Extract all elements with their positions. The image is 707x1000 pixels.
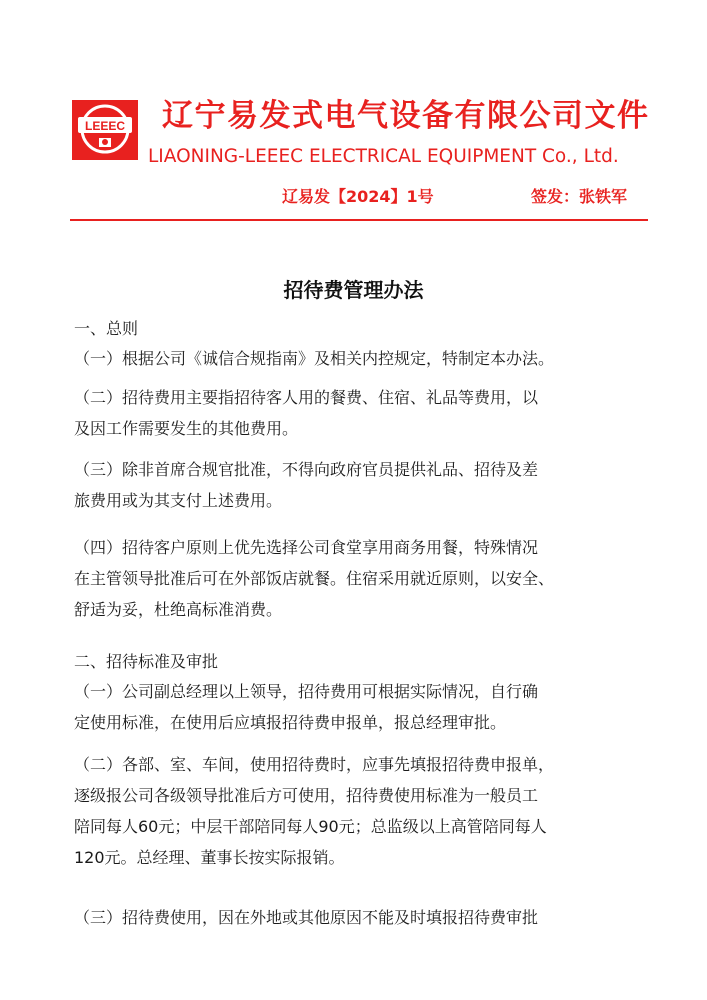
company-name-cn: 辽宁易发式电气设备有限公司文件: [162, 98, 650, 134]
section-heading-general: 一、总则: [74, 319, 139, 338]
company-logo: [72, 100, 138, 160]
document-info-line: [282, 184, 627, 207]
paragraph-line: （二）招待费用主要指招待客人用的餐费、住宿、礼品等费用，以: [74, 388, 539, 407]
paragraph: [74, 382, 634, 444]
paragraph-line: 及因工作需要发生的其他费用。: [74, 419, 299, 438]
paragraph-line: 逐级报公司各级领导批准后方可使用，招待费使用标准为一般员工: [74, 786, 539, 805]
paragraph-line: （一）根据公司《诚信合规指南》及相关内控规定，特制定本办法。: [74, 349, 555, 368]
paragraph-line: 120元。总经理、董事长按实际报销。: [74, 848, 345, 867]
logo-text: LEEEC: [84, 119, 126, 133]
paragraph: [74, 749, 634, 873]
paragraph-line: （四）招待客户原则上优先选择公司食堂享用商务用餐，特殊情况: [74, 538, 539, 557]
company-name-en: LIAONING-LEEEC ELECTRICAL EQUIPMENT Co., Ltd.: [148, 146, 619, 167]
paragraph-line: 旅费用或为其支付上述费用。: [74, 491, 283, 510]
paragraph-line: （三）招待费使用，因在外地或其他原因不能及时填报招待费审批: [74, 908, 539, 927]
section-heading-standards: 二、招待标准及审批: [74, 652, 219, 671]
header-divider: [70, 219, 648, 221]
paragraph-line: 在主管领导批准后可在外部饭店就餐。住宿采用就近原则，以安全、: [74, 569, 555, 588]
paragraph-line: （一）公司副总经理以上领导，招待费用可根据实际情况，自行确: [74, 682, 539, 701]
paragraph: [74, 676, 634, 738]
document-signer: 签发：张铁军: [530, 187, 627, 206]
paragraph-line: 定使用标准，在使用后应填报招待费申报单，报总经理审批。: [74, 713, 507, 732]
document-title: 招待费管理办法: [283, 278, 424, 302]
paragraph-line: 陪同每人60元；中层干部陪同每人90元；总监级以上高管陪同每人: [74, 817, 547, 836]
paragraph-line: （二）各部、室、车间，使用招待费时，应事先填报招待费申报单，: [74, 755, 555, 774]
paragraph: [74, 532, 634, 625]
leeec-logo-icon: [72, 100, 138, 160]
paragraph: [74, 343, 634, 374]
paragraph: [74, 902, 634, 933]
paragraph: [74, 454, 634, 516]
document-number: 辽易发【2024】1号: [282, 187, 434, 206]
paragraph-line: （三）除非首席合规官批准，不得向政府官员提供礼品、招待及差: [74, 460, 539, 479]
paragraph-line: 舒适为妥，杜绝高标准消费。: [74, 600, 283, 619]
